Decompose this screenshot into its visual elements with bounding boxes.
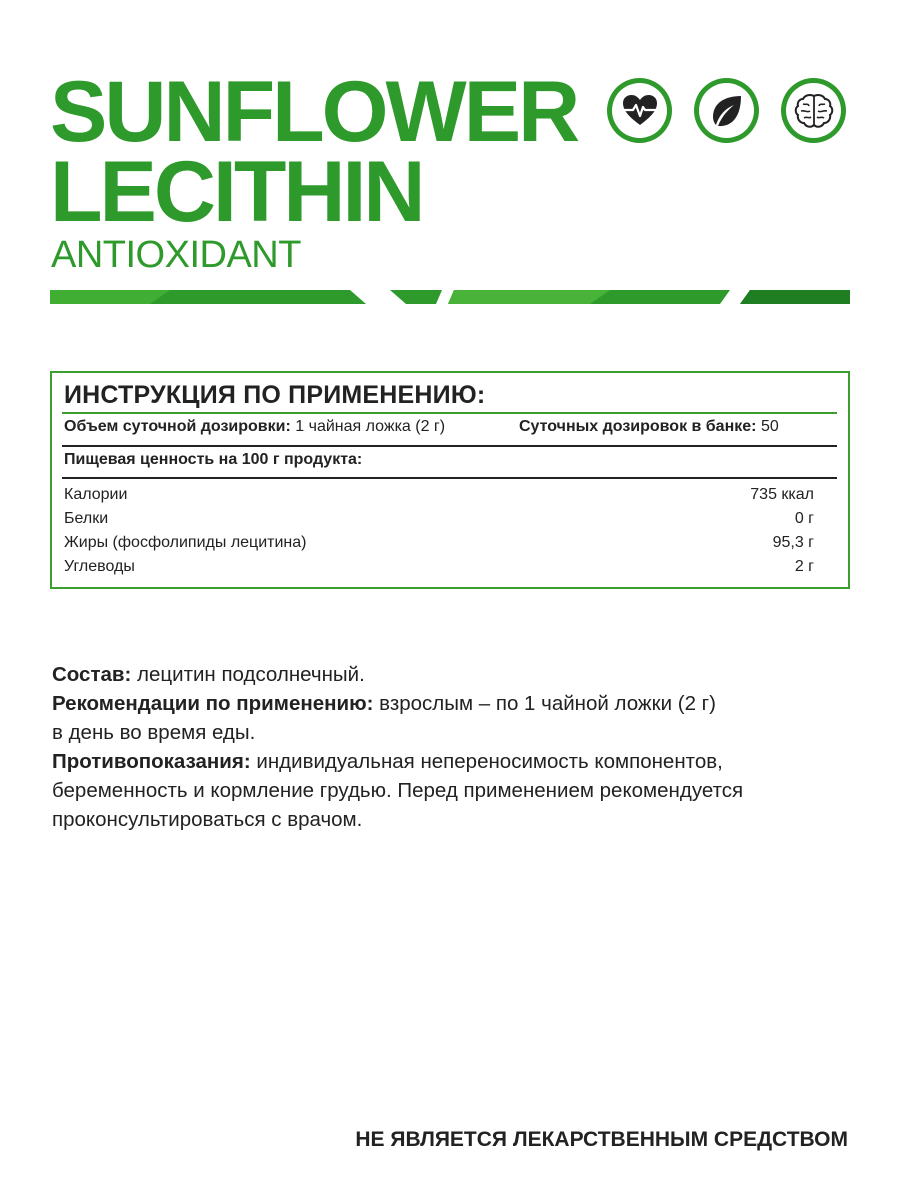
composition-text: лецитин подсолнечный. [137,663,365,686]
nutrition-value: 95,3 г [772,534,814,551]
disclaimer: НЕ ЯВЛЯЕТСЯ ЛЕКАРСТВЕННЫМ СРЕДСТВОМ [355,1128,848,1151]
instructions-title: ИНСТРУКЦИЯ ПО ПРИМЕНЕНИЮ: [64,381,486,409]
daily-dose-label: Объем суточной дозировки: [64,418,291,435]
leaf-icon [694,78,759,143]
daily-dose [64,418,445,436]
brain-icon [781,78,846,143]
recommendation-text: взрослым – по 1 чайной ложки (2 г) [379,692,716,715]
product-subtitle: ANTIOXIDANT [51,234,301,276]
divider [62,412,837,414]
nutrition-row [64,510,814,534]
nutrition-value: 735 ккал [750,486,814,503]
contraindications-text: индивидуальная непереносимость компонентов, [256,750,723,773]
contraindications-line [52,747,842,776]
nutrition-value: 2 г [794,558,814,575]
composition-section [52,660,842,834]
nutrition-label: Калории [64,486,128,503]
product-title-line1: SUNFLOWER [50,64,578,160]
decorative-stripe [50,290,850,304]
divider [62,445,837,447]
servings-per-container [519,418,779,436]
product-title-line2: LECITHIN [50,144,423,240]
contraindications-line-3: проконсультироваться с врачом. [52,808,363,831]
nutrition-label: Жиры (фосфолипиды лецитина) [64,534,307,551]
divider [62,477,837,479]
nutrition-row [64,558,814,582]
nutrition-label: Углеводы [64,558,135,575]
instructions-panel [50,371,850,589]
composition-label: Состав: [52,663,132,686]
contraindications-line-2: беременность и кормление грудью. Перед применением рекомендуется [52,779,744,802]
nutrition-row [64,486,814,510]
recommendation-line-2: в день во время еды. [52,721,256,744]
nutrition-value: 0 г [794,510,814,527]
servings-value: 50 [760,418,779,435]
recommendation-line [52,689,842,718]
heart-pulse-icon [607,78,672,143]
recommendation-label: Рекомендации по применению: [52,692,374,715]
nutrition-label: Белки [64,510,109,527]
daily-dose-value: 1 чайная ложка (2 г) [295,418,446,435]
servings-label: Суточных дозировок в банке: [519,418,757,435]
nutrition-row [64,534,814,558]
contraindications-label: Противопоказания: [52,750,251,773]
product-title [50,64,578,240]
nutrition-header: Пищевая ценность на 100 г продукта: [64,451,363,468]
composition-line [52,660,842,689]
benefit-icons [607,78,846,143]
